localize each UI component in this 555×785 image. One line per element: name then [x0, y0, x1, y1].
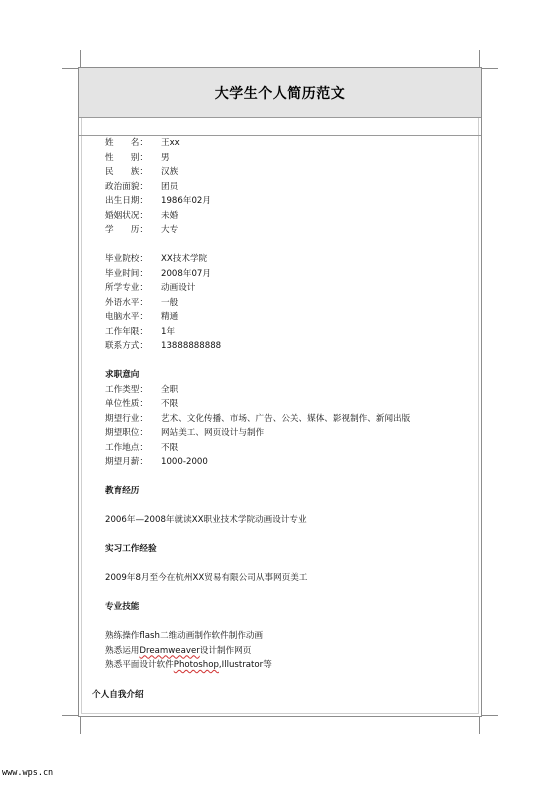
info-row: [105, 281, 475, 296]
skill-text: 熟悉运用: [105, 645, 140, 656]
info-row: [105, 383, 475, 398]
crop-mark: [479, 50, 480, 67]
field-value: 汉族: [161, 167, 179, 177]
blank-line: [105, 586, 475, 601]
field-label: 工作年限：: [105, 326, 148, 337]
section-heading-skills: 专业技能: [105, 602, 140, 612]
info-row: [105, 339, 475, 354]
crop-mark: [80, 50, 81, 67]
info-row: [105, 412, 475, 427]
info-row: [105, 455, 475, 470]
document-title: 大学生个人简历范文: [214, 85, 346, 102]
field-value: 不限: [161, 399, 179, 409]
field-value: 未婚: [161, 210, 179, 221]
field-label: 性 别：: [105, 152, 148, 163]
section-heading-internship: 实习工作经验: [105, 544, 157, 554]
info-row: [105, 223, 475, 238]
field-value: 2008年07月: [161, 268, 211, 279]
crop-mark: [62, 68, 79, 69]
field-label: 毕业院校：: [105, 254, 148, 264]
field-value: 艺术、文化传播、市场、广告、公关、媒体、影视制作、新闻出版: [161, 413, 411, 424]
field-label: 外语水平：: [105, 297, 148, 308]
skill-text: 设计制作网页: [199, 645, 252, 656]
crop-mark: [481, 715, 498, 716]
field-value: 动画设计: [161, 283, 196, 293]
info-row: [105, 180, 475, 195]
blank-line: [105, 528, 475, 543]
internship-text: 2009年8月至今在杭州XX贸易有限公司从事网页美工: [105, 573, 308, 583]
skill-line: [105, 644, 475, 659]
info-row: [105, 209, 475, 224]
blank-line: [105, 499, 475, 514]
crop-mark: [481, 68, 498, 69]
info-row: [105, 165, 475, 180]
info-row: [105, 296, 475, 311]
blank-line: [105, 354, 475, 369]
field-label: 婚姻状况：: [105, 210, 148, 221]
crop-mark: [479, 717, 480, 734]
blank-line: [105, 470, 475, 485]
skill-text: ,Illustrator等: [218, 660, 272, 670]
section-heading-job-intent: 求职意向: [105, 370, 140, 380]
info-row: [105, 194, 475, 209]
education-history-text: 2006年—2008年就读XX职业技术学院动画设计专业: [105, 515, 307, 525]
field-label: 出生日期：: [105, 196, 148, 206]
info-row: [105, 397, 475, 412]
field-label: 期望月薪：: [105, 457, 148, 467]
field-value: XX技术学院: [161, 254, 208, 264]
section-heading-self-intro: 个人自我介绍: [92, 690, 144, 700]
field-label: 姓 名：: [105, 138, 148, 148]
info-row: [105, 441, 475, 456]
blank-line: [105, 238, 475, 253]
field-label: 工作类型：: [105, 384, 148, 395]
info-row: [105, 151, 475, 166]
skill-line: 熟练操作flash二维动画制作软件制作动画: [105, 631, 264, 641]
section-heading-education: 教育经历: [105, 486, 140, 496]
field-value: 团员: [161, 181, 179, 192]
info-row: [105, 426, 475, 441]
crop-mark: [62, 715, 79, 716]
info-row: [105, 267, 475, 282]
spellcheck-word: Photoshop: [173, 660, 219, 670]
field-value: 13888888888: [161, 341, 222, 351]
field-label: 工作地点：: [105, 442, 148, 453]
blank-line: [105, 615, 475, 630]
field-label: 民 族：: [105, 167, 148, 177]
info-row: [105, 325, 475, 340]
info-row: [105, 136, 475, 151]
field-value: 1986年02月: [161, 196, 211, 206]
field-label: 联系方式：: [105, 341, 148, 351]
info-row: [105, 252, 475, 267]
field-value: 1年: [161, 326, 176, 337]
field-label: 学 历：: [105, 225, 148, 235]
field-value: 王xx: [161, 138, 180, 148]
skill-text: 熟悉平面设计软件: [105, 660, 174, 670]
field-label: 所学专业：: [105, 283, 148, 293]
field-value: 1000-2000: [161, 457, 208, 467]
field-label: 单位性质：: [105, 399, 148, 409]
watermark-text: www.wps.cn: [2, 768, 54, 778]
field-value: 大专: [161, 225, 179, 235]
skill-line: [105, 658, 475, 673]
info-row: [105, 310, 475, 325]
blank-line: [105, 557, 475, 572]
field-label: 期望行业：: [105, 413, 148, 424]
field-label: 毕业时间：: [105, 268, 148, 279]
crop-mark: [80, 717, 81, 734]
field-label: 电脑水平：: [105, 312, 148, 322]
field-value: 一般: [161, 297, 179, 308]
spellcheck-word: Dreamweaver: [139, 645, 200, 656]
field-value: 精通: [161, 312, 179, 322]
title-banner: [79, 68, 481, 118]
field-value: 全职: [161, 384, 179, 395]
field-value: 网站美工、网页设计与制作: [161, 428, 265, 438]
field-label: 期望职位：: [105, 428, 148, 438]
resume-content[interactable]: [105, 136, 475, 673]
field-value: 不限: [161, 442, 179, 453]
field-value: 男: [161, 152, 170, 163]
field-label: 政治面貌：: [105, 181, 148, 192]
